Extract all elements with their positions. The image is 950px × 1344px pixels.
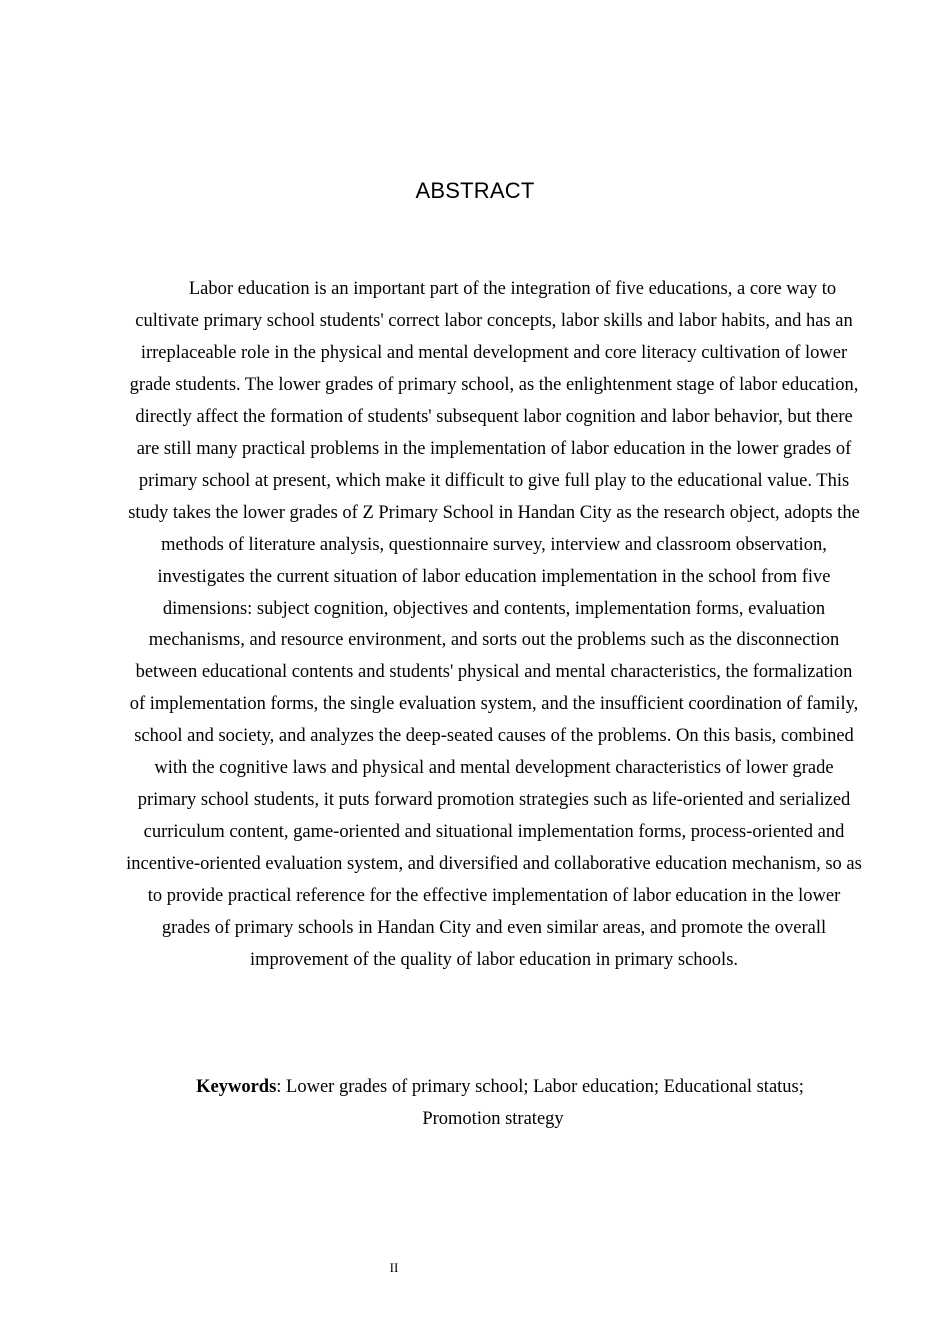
abstract-title: ABSTRACT xyxy=(415,178,535,203)
page-number: II xyxy=(389,1260,399,1275)
keywords-separator: : xyxy=(276,1077,287,1097)
keywords-paragraph xyxy=(170,1071,816,1135)
keywords-label: Keywords xyxy=(196,1077,277,1097)
abstract-body: Labor education is an important part of the integration of five educations, a core way to cultivate primary school students' correct labor concepts, labor skills and labor habits, and has an irreplaceable role in the physical and mental development and core literacy cultivation of lower grade students. The lower grades of primary school, as the enlightenment stage of labor education, directly affect the formation of students' subsequent labor cognition and labor behavior, but there are still many practical problems in the implementation of labor education in the lower grades of primary school at present, which make it difficult to give full play to the educational value. This study takes the lower grades of Z Primary School in Handan City as the research object, adopts the methods of literature analysis, questionnaire survey, interview and classroom observation, investigates the current situation of labor education implementation in the school from five dimensions: subject cognition, objectives and contents, implementation forms, evaluation mechanisms, and resource environment, and sorts out the problems such as the disconnection between educational contents and students' physical and mental characteristics, the formalization of implementation forms, the single evaluation system, and the insufficient coordination of family, school and society, and analyzes the deep-seated causes of the problems. On this basis, combined with the cognitive laws and physical and mental development characteristics of lower grade primary school students, it puts forward promotion strategies such as life-oriented and serialized curriculum content, game-oriented and situational implementation forms, process-oriented and incentive-oriented evaluation system, and diversified and collaborative education mechanism, so as to provide practical reference for the effective implementation of labor education in the lower grades of primary schools in Handan City and even similar areas, and promote the overall improvement of the quality of labor education in primary schools. xyxy=(126,279,862,971)
keywords-text: Lower grades of primary school; Labor education; Educational status; Promotion strategy xyxy=(286,1077,804,1129)
